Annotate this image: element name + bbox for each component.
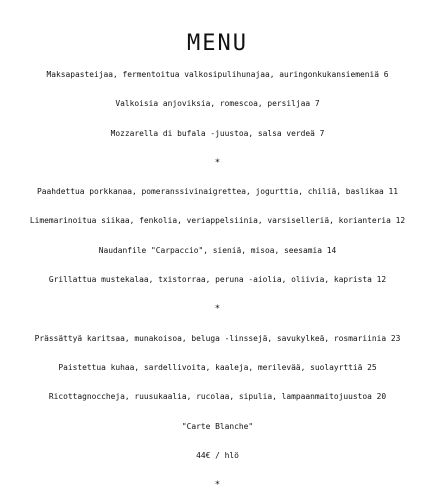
menu-item: Paistettua kuhaa, sardellivoita, kaaleja, merilevää, suolayrttiä 25 — [58, 362, 377, 372]
section-separator: * — [214, 157, 221, 168]
menu-item: Naudanfile "Carpaccio", sieniä, misoa, seesamia 14 — [98, 245, 337, 255]
section-separator: * — [214, 480, 221, 491]
menu-list — [0, 68, 435, 500]
menu-item: Ricottagnoccheja, ruusukaalia, rucolaa, sipulia, lampaanmaitojuustoa 20 — [48, 392, 387, 402]
menu-item: Grillattua mustekalaa, txistorraa, peruna -aiolia, oliivia, kaprista 12 — [48, 275, 387, 285]
menu-item: Valkoisia anjoviksia, romescoa, persiljaa 7 — [115, 99, 320, 109]
tasting-menu-price: 44€ / hlö — [196, 450, 239, 460]
menu-item: Prässättyä karitsaa, munakoisoa, beluga -linssejä, savukylkeä, rosmariinia 23 — [34, 333, 401, 343]
menu-item: Maksapasteijaa, fermentoitua valkosipulihunajaa, auringonkukansiemeniä 6 — [46, 70, 389, 79]
tasting-menu-name: "Carte Blanche" — [181, 421, 254, 431]
menu-item: Mozzarella di bufala -juustoa, salsa verdeä 7 — [110, 128, 325, 138]
menu-item: Paahdettua porkkanaa, pomeranssivinaigrettea, jogurttia, chiliä, baslikaa 11 — [36, 187, 399, 197]
menu-item: Limemarinoitua siikaa, fenkolia, veriappelsiiniа, varsiselleriä, korianteria 12 — [29, 216, 406, 226]
section-separator: * — [214, 304, 221, 315]
menu-title: MENU — [187, 30, 248, 56]
